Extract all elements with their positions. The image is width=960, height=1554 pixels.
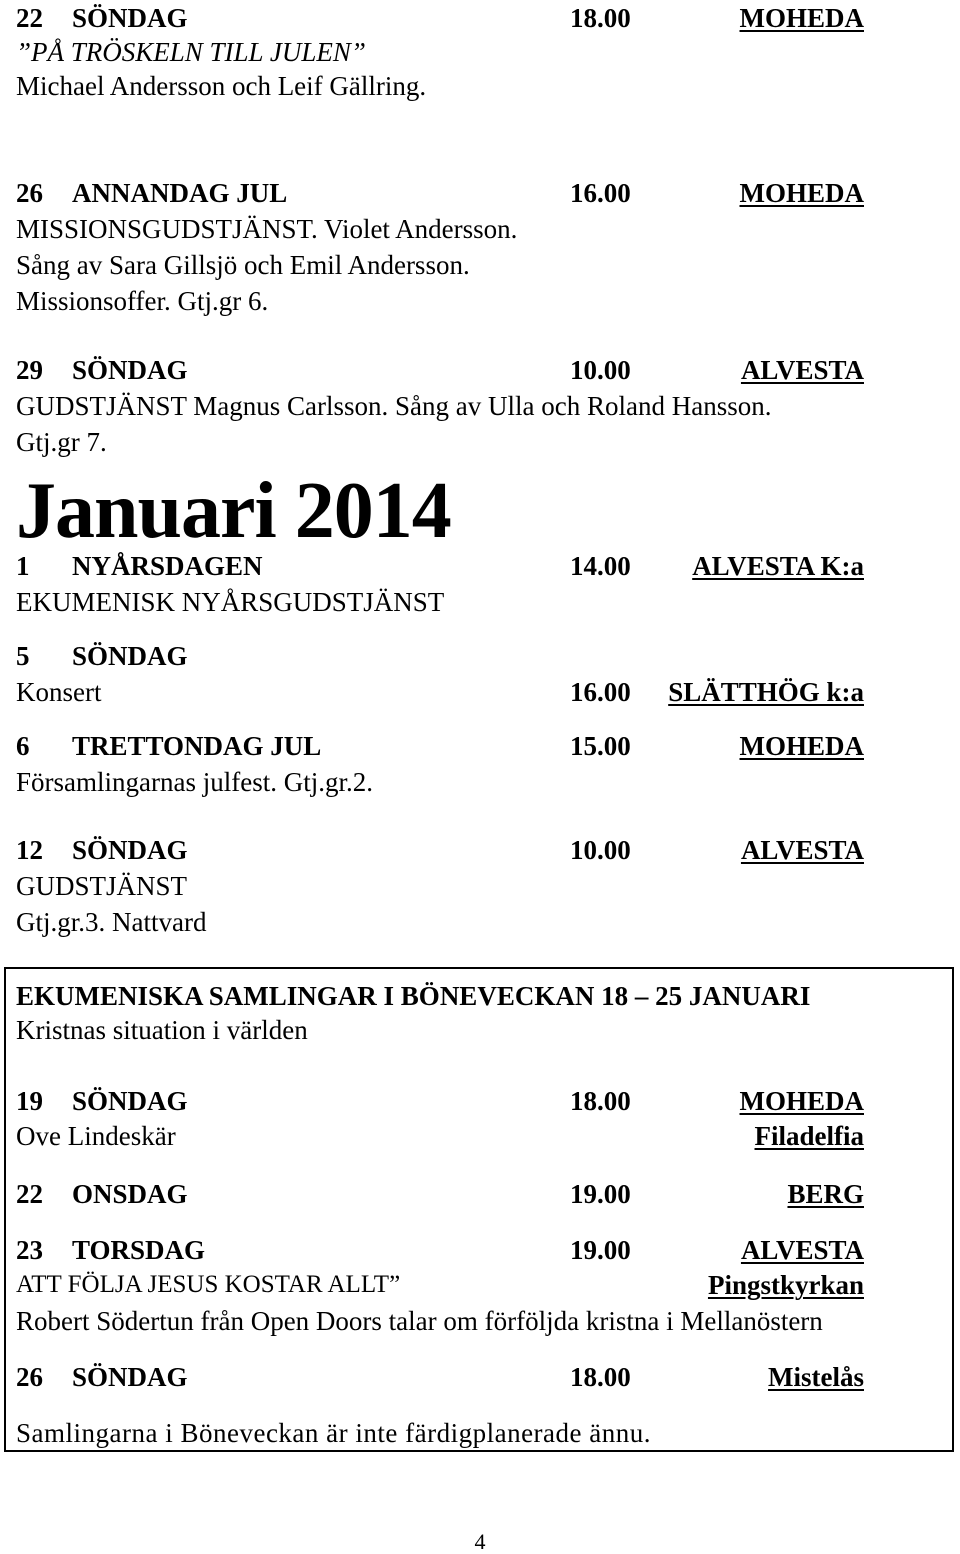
event-day: 19 — [16, 1086, 43, 1116]
event-place: ALVESTA — [740, 355, 864, 385]
event-time: 14.00 — [570, 551, 631, 581]
event-time: 18.00 — [570, 3, 631, 33]
event-weekday: SÖNDAG — [72, 1086, 188, 1116]
event-description: Robert Södertun från Open Doors talar om förföljda kristna i Mellanöstern — [16, 1306, 823, 1336]
event-weekday: SÖNDAG — [72, 3, 188, 33]
event-place: ALVESTA K:a — [692, 551, 864, 581]
page-number: 4 — [474, 1529, 486, 1554]
event-time: 10.00 — [570, 355, 631, 385]
event-time: 16.00 — [570, 677, 631, 707]
event-day: 23 — [16, 1235, 43, 1265]
event-day: 22 — [16, 3, 43, 33]
event-description: Gtj.gr 7. — [16, 427, 107, 457]
event-time: 15.00 — [570, 731, 631, 761]
event-description: Michael Andersson och Leif Gällring. — [16, 71, 427, 101]
event-day: 29 — [16, 355, 43, 385]
event-description: Ove Lindeskär — [16, 1121, 176, 1151]
event-description: Sång av Sara Gillsjö och Emil Andersson. — [16, 250, 470, 280]
event-place: SLÄTTHÖG k:a — [668, 677, 864, 707]
month-heading: Januari 2014 — [16, 467, 451, 555]
event-place: BERG — [787, 1179, 864, 1209]
event-weekday: SÖNDAG — [72, 1362, 188, 1392]
event-place: MOHEDA — [739, 178, 864, 208]
event-description: Konsert — [16, 677, 102, 707]
box-subtitle: Kristnas situation i världen — [16, 1015, 308, 1045]
event-weekday: TRETTONDAG JUL — [72, 731, 322, 761]
event-day: 12 — [16, 835, 43, 865]
event-venue: Filadelfia — [754, 1121, 864, 1151]
event-description: GUDSTJÄNST Magnus Carlsson. Sång av Ulla och Roland Hansson. — [16, 391, 772, 421]
event-day: 26 — [16, 178, 43, 208]
event-weekday: ANNANDAG JUL — [72, 178, 288, 208]
event-time: 18.00 — [570, 1362, 631, 1392]
event-title: ATT FÖLJA JESUS KOSTAR ALLT” — [16, 1271, 401, 1298]
event-day: 22 — [16, 1179, 43, 1209]
event-weekday: ONSDAG — [72, 1179, 188, 1209]
event-time: 19.00 — [570, 1235, 631, 1265]
event-day: 26 — [16, 1362, 43, 1392]
event-title: ”PÅ TRÖSKELN TILL JULEN” — [16, 37, 366, 67]
event-time: 19.00 — [570, 1179, 631, 1209]
event-weekday: SÖNDAG — [72, 355, 188, 385]
event-place: MOHEDA — [739, 731, 864, 761]
event-venue: Pingstkyrkan — [707, 1270, 864, 1300]
box-note: Samlingarna i Böneveckan är inte färdigplanerade ännu. — [16, 1418, 652, 1448]
event-weekday: SÖNDAG — [72, 835, 188, 865]
event-place: Mistelås — [768, 1362, 864, 1392]
event-weekday: TORSDAG — [72, 1235, 206, 1265]
event-place: ALVESTA — [740, 835, 864, 865]
event-time: 18.00 — [570, 1086, 631, 1116]
event-description: Missionsoffer. Gtj.gr 6. — [16, 286, 269, 316]
event-weekday: NYÅRSDAGEN — [72, 551, 263, 581]
event-day: 1 — [16, 551, 30, 581]
event-day: 5 — [16, 641, 30, 671]
event-place: MOHEDA — [739, 3, 864, 33]
event-day: 6 — [16, 731, 30, 761]
event-description: MISSIONSGUDSTJÄNST. Violet Andersson. — [16, 214, 518, 244]
box-title: EKUMENISKA SAMLINGAR I BÖNEVECKAN 18 – 25 JANUARI — [16, 981, 811, 1011]
event-place: ALVESTA — [740, 1235, 864, 1265]
event-place: MOHEDA — [739, 1086, 864, 1116]
event-description: GUDSTJÄNST — [16, 871, 188, 901]
event-time: 16.00 — [570, 178, 631, 208]
event-description: Gtj.gr.3. Nattvard — [16, 907, 207, 937]
event-description: EKUMENISK NYÅRSGUDSTJÄNST — [16, 587, 445, 617]
event-time: 10.00 — [570, 835, 631, 865]
event-weekday: SÖNDAG — [72, 641, 188, 671]
event-description: Församlingarnas julfest. Gtj.gr.2. — [16, 767, 373, 797]
